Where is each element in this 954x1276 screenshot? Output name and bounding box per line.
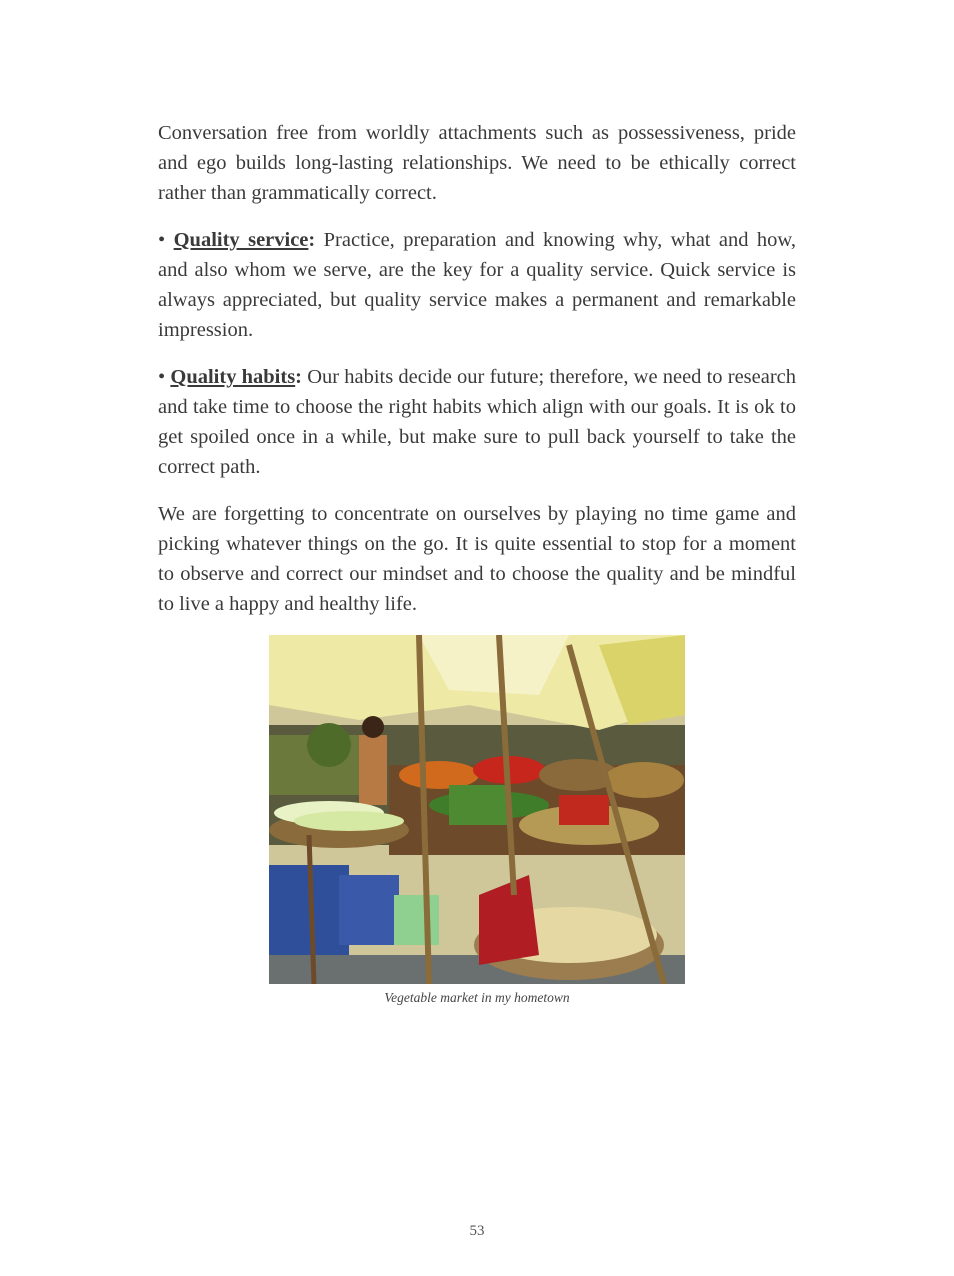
paragraph-conversation: Conversation free from worldly attachments such as possessiveness, pride and ego builds long-lasting relationships. We need to be ethically correct rather than grammatically correct. — [158, 122, 796, 204]
vegetable-market-photo — [269, 635, 685, 984]
quality-habits-text: Our habits decide our future; therefore, we need to research and take time to choose the right habits which align with our goals. It is ok to get spoiled once in a while, but make sure to pull back yourself to take the correct path. — [158, 366, 797, 478]
paragraph-conclusion: We are forgetting to concentrate on ourselves by playing no time game and picking whatever things on the go. It is quite essential to stop for a moment to observe and correct our mindset and to choose the quality and be mindful to live a happy and healthy life. — [158, 503, 796, 615]
label-colon: : — [295, 366, 302, 388]
quality-service-text: Practice, preparation and knowing why, what and how, and also whom we serve, are the key for a quality service. Quick service is always appreciated, but quality service makes a permanent and remarkable impression. — [158, 229, 797, 341]
page-number: 53 — [469, 1223, 485, 1239]
figure-caption: Vegetable market in my hometown — [384, 990, 570, 1005]
paragraph-quality-service — [158, 225, 796, 345]
bullet: • — [158, 366, 166, 388]
body-text — [158, 118, 796, 636]
paragraph-quality-habits — [158, 362, 796, 482]
bullet: • — [158, 229, 166, 251]
label-colon: : — [308, 229, 316, 251]
quality-habits-label: Quality habits — [170, 366, 296, 388]
quality-service-label: Quality service — [173, 229, 309, 251]
